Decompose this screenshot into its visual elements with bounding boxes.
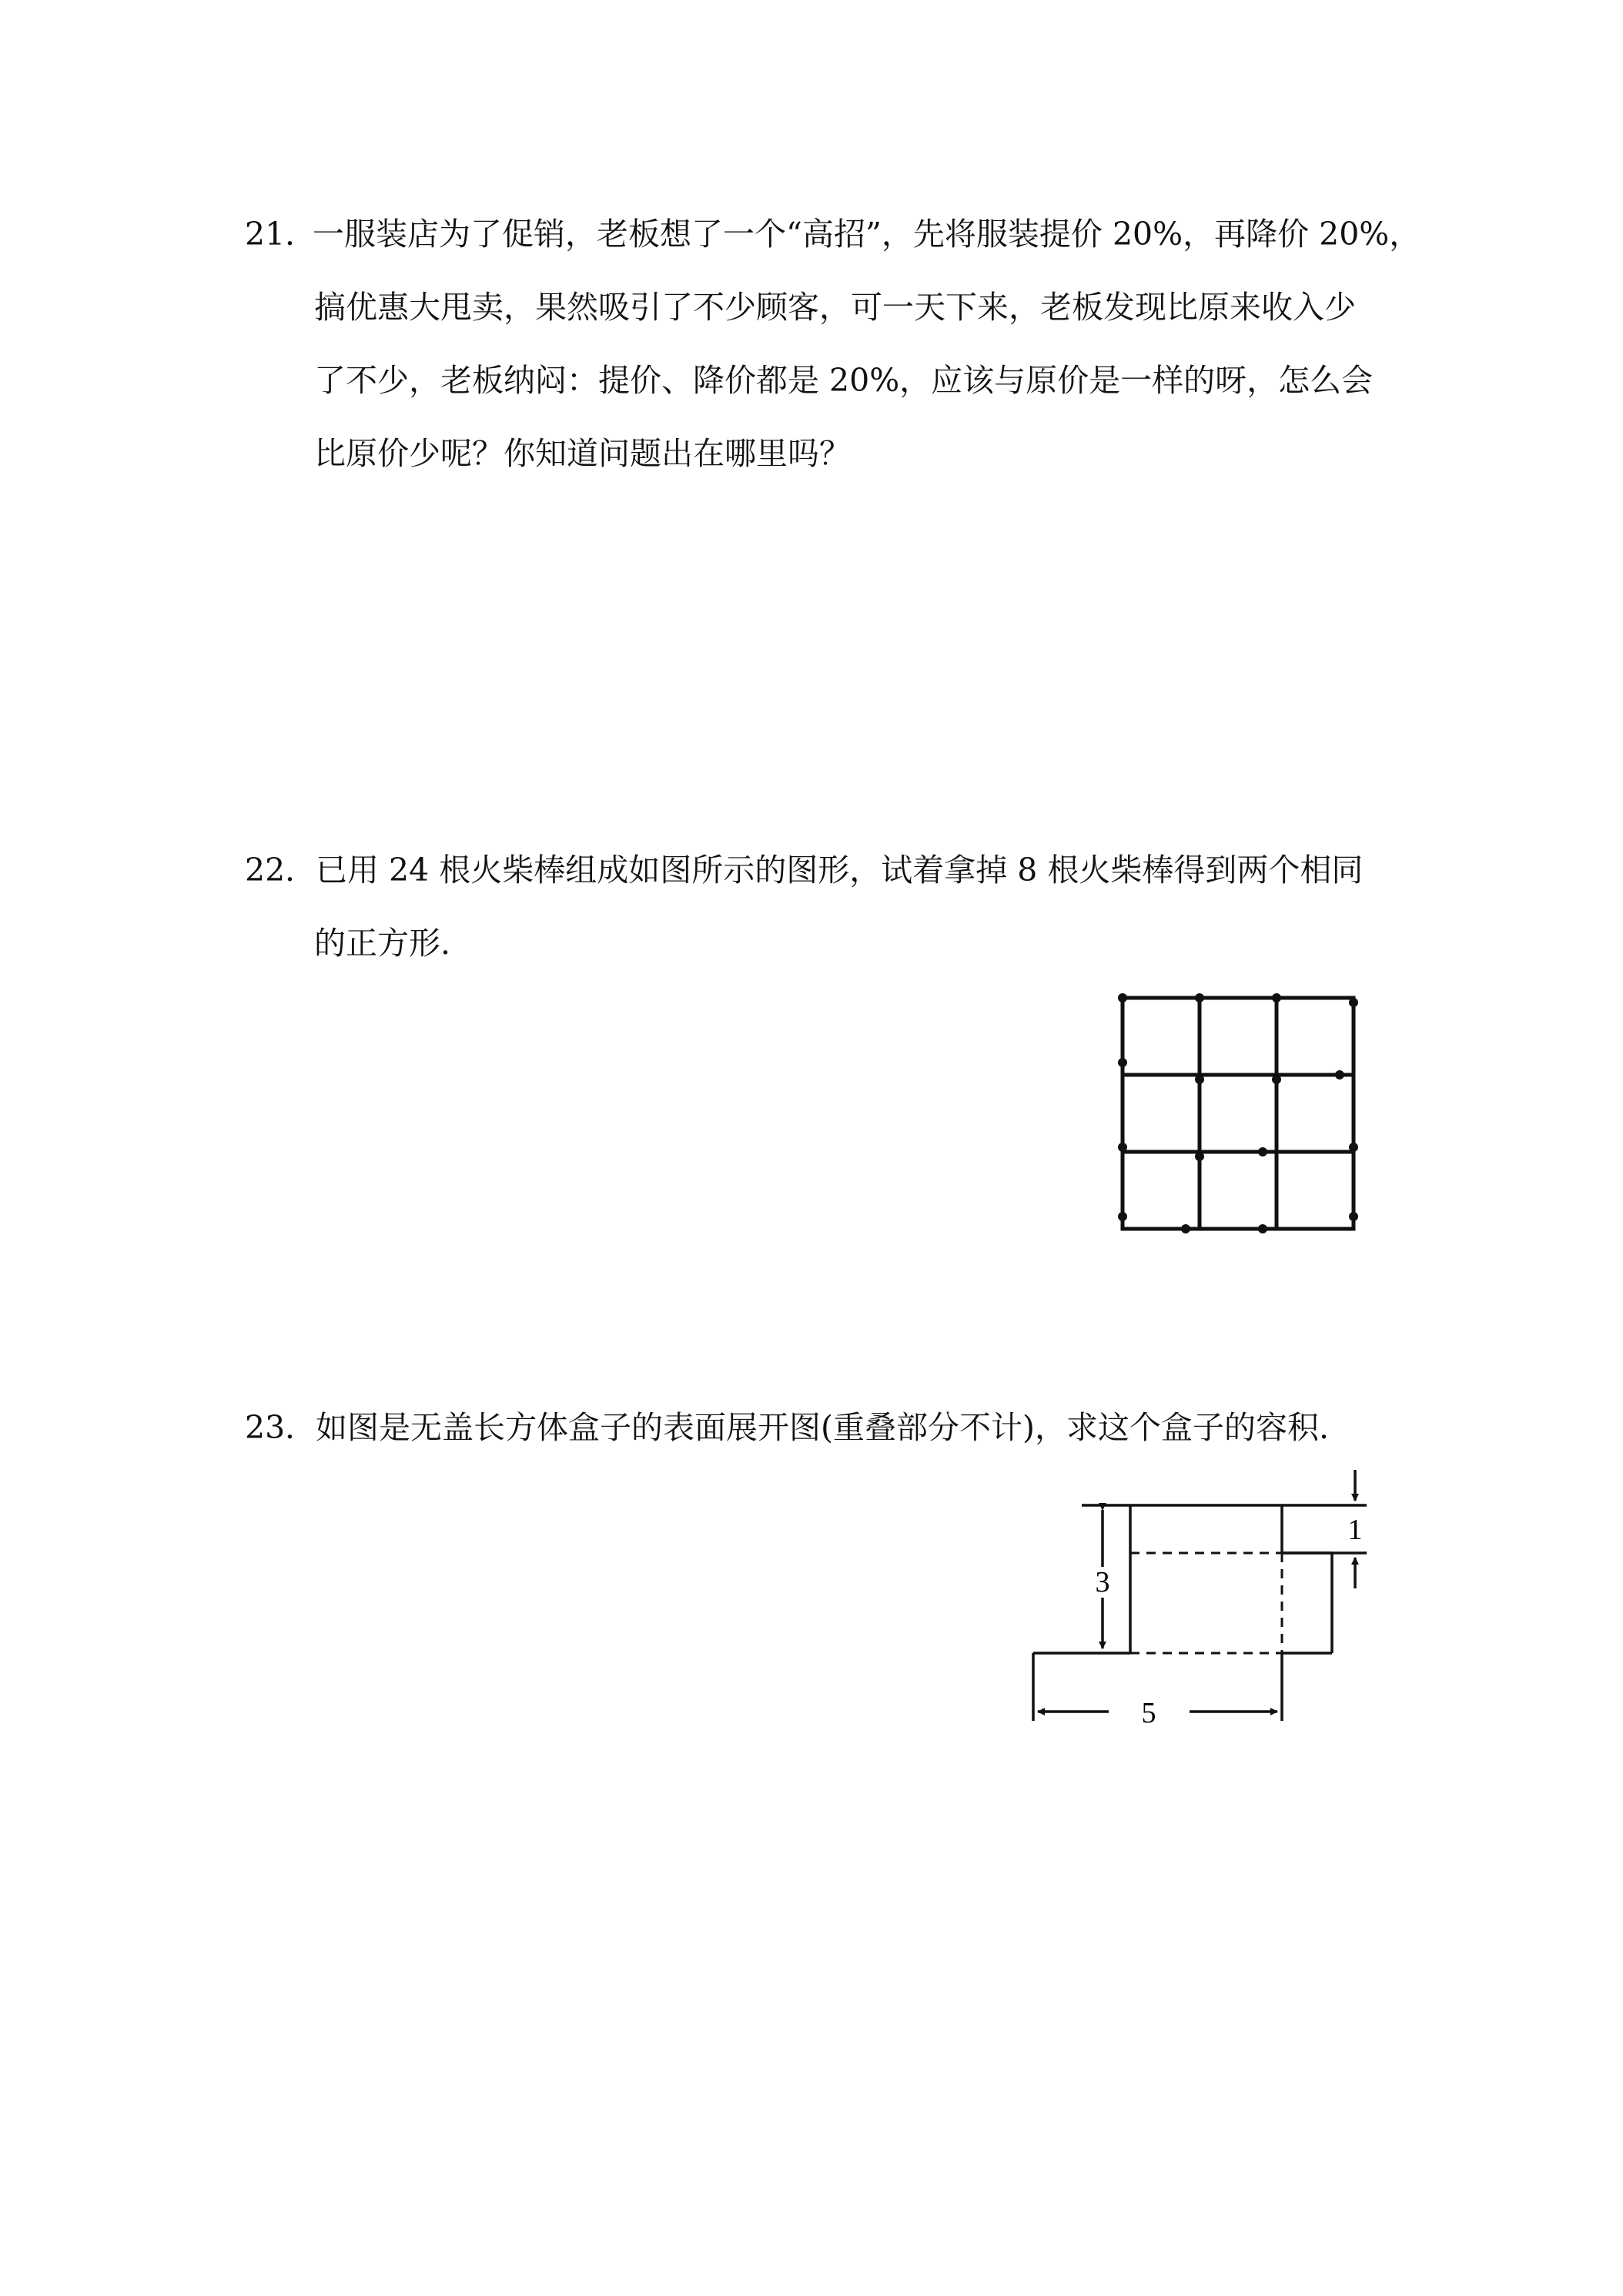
matchstick-grid-figure xyxy=(1109,986,1370,1247)
box-net-figure xyxy=(1016,1459,1378,1752)
question-text-line: 已用 24 根火柴棒组成如图所示的图形，试着拿掉 8 根火柴棒得到两个相同 xyxy=(316,852,1364,889)
match-heads xyxy=(1118,993,1358,1233)
dimension-label-depth: 1 xyxy=(1347,1514,1363,1546)
question-text-line: 一服装店为了促销，老板想了一个“高招”，先将服装提价 20%，再降价 20%， xyxy=(313,216,1421,253)
question-number: 21． xyxy=(245,216,317,253)
question-text-line: 搞优惠大甩卖，果然吸引了不少顾客，可一天下来，老板发现比原来收入少 xyxy=(314,289,1356,326)
question-text-line: 比原价少呢？你知道问题出在哪里吗？ xyxy=(314,435,851,472)
dimension-label-height: 3 xyxy=(1095,1566,1110,1598)
question-number: 23． xyxy=(245,1409,317,1446)
question-number: 22． xyxy=(245,852,317,889)
question-text-line: 如图是无盖长方体盒子的表面展开图(重叠部分不计)，求这个盒子的容积. xyxy=(316,1409,1330,1446)
question-text-line: 了不少，老板纳闷：提价、降价都是 20%，应该与原价是一样的呀，怎么会 xyxy=(314,362,1374,399)
dimension-label-width: 5 xyxy=(1141,1697,1156,1729)
question-text-line: 的正方形. xyxy=(314,925,451,962)
